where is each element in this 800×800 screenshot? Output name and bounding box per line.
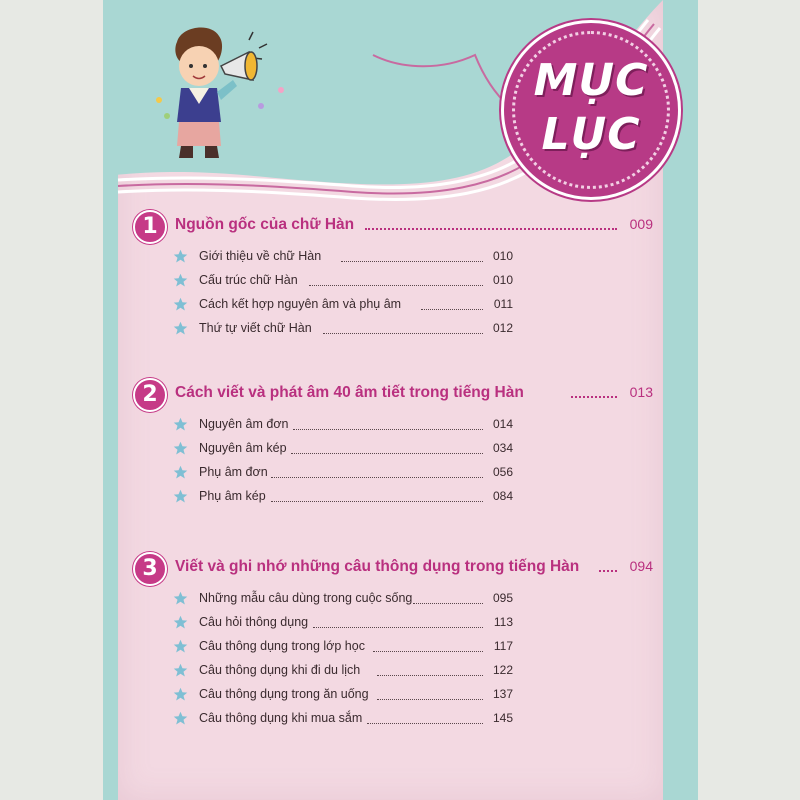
toc-item-page: 010 xyxy=(492,273,513,287)
chapter-page-number: 009 xyxy=(629,216,653,232)
toc-item-label: Phụ âm đơn xyxy=(199,465,268,479)
toc-item-label: Phụ âm kép xyxy=(199,489,266,503)
toc-item[interactable] xyxy=(173,318,513,340)
toc-item-label: Nguyên âm đơn xyxy=(199,417,289,431)
toc-item-label: Cách kết hợp nguyên âm và phụ âm xyxy=(199,297,402,311)
toc-item-page: 117 xyxy=(493,639,513,653)
toc-item-page: 010 xyxy=(492,249,513,263)
dot-leader xyxy=(377,675,483,676)
star-bullet-icon xyxy=(173,273,188,288)
chapter-number-badge: 3 xyxy=(133,552,167,586)
chapter-3 xyxy=(133,552,653,725)
chapter-1 xyxy=(133,210,653,335)
toc-item[interactable] xyxy=(173,708,513,730)
dot-leader xyxy=(271,477,483,478)
dot-leader xyxy=(291,453,483,454)
dot-leader xyxy=(365,228,617,230)
chapter-3-heading[interactable] xyxy=(133,552,653,586)
chapter-2-heading[interactable] xyxy=(133,378,653,412)
toc-item-page: 145 xyxy=(492,711,513,725)
book-page xyxy=(103,0,698,800)
star-bullet-icon xyxy=(173,441,188,456)
dot-leader xyxy=(571,396,617,398)
toc-item-label: Câu thông dụng khi mua sắm xyxy=(199,711,363,725)
star-bullet-icon xyxy=(173,711,188,726)
dot-leader xyxy=(341,261,483,262)
toc-item-page: 034 xyxy=(492,441,513,455)
toc-item[interactable] xyxy=(173,684,513,706)
star-bullet-icon xyxy=(173,639,188,654)
toc-item[interactable] xyxy=(173,462,513,484)
dot-leader xyxy=(413,603,483,604)
boy-with-megaphone-illustration xyxy=(141,18,291,168)
dot-leader xyxy=(323,333,483,334)
toc-item[interactable] xyxy=(173,414,513,436)
star-bullet-icon xyxy=(173,249,188,264)
dot-leader xyxy=(367,723,483,724)
star-bullet-icon xyxy=(173,591,188,606)
dot-leader xyxy=(373,651,483,652)
toc-item[interactable] xyxy=(173,636,513,658)
toc-item[interactable] xyxy=(173,588,513,610)
toc-item[interactable] xyxy=(173,438,513,460)
chapter-page-number: 013 xyxy=(629,384,653,400)
toc-item-label: Nguyên âm kép xyxy=(199,441,287,455)
star-bullet-icon xyxy=(173,297,188,312)
star-bullet-icon xyxy=(173,663,188,678)
toc-item-label: Câu thông dụng trong ăn uống xyxy=(199,687,369,701)
chapter-number-badge: 2 xyxy=(133,378,167,412)
dot-leader xyxy=(271,501,483,502)
title-line-1: MỤC xyxy=(533,55,649,106)
dot-leader xyxy=(377,699,483,700)
dot-leader xyxy=(313,627,483,628)
chapter-number-badge: 1 xyxy=(133,210,167,244)
toc-item[interactable] xyxy=(173,270,513,292)
chapter-2 xyxy=(133,378,653,503)
star-bullet-icon xyxy=(173,489,188,504)
toc-item-label: Câu hỏi thông dụng xyxy=(199,615,309,629)
toc-item-page: 095 xyxy=(492,591,513,605)
table-of-contents-badge xyxy=(501,20,681,200)
toc-item-label: Giới thiệu về chữ Hàn xyxy=(199,249,322,263)
title-line-2: LỤC xyxy=(541,109,641,160)
star-bullet-icon xyxy=(173,465,188,480)
toc-item[interactable] xyxy=(173,294,513,316)
toc-item-label: Cấu trúc chữ Hàn xyxy=(199,273,298,287)
chapter-title: Cách viết và phát âm 40 âm tiết trong tiếng Hàn xyxy=(175,384,524,401)
toc-item-page: 011 xyxy=(493,297,513,311)
toc-item-page: 113 xyxy=(493,615,513,629)
toc-item-label: Thứ tự viết chữ Hàn xyxy=(199,321,312,335)
dot-leader xyxy=(421,309,483,310)
chapter-title: Viết và ghi nhớ những câu thông dụng trong tiếng Hàn xyxy=(175,558,580,575)
toc-item[interactable] xyxy=(173,660,513,682)
toc-item-page: 137 xyxy=(492,687,513,701)
toc-item-label: Những mẫu câu dùng trong cuộc sống xyxy=(199,591,413,605)
dot-leader xyxy=(293,429,483,430)
toc-item-page: 014 xyxy=(492,417,513,431)
toc-item-page: 012 xyxy=(492,321,513,335)
chapter-title: Nguồn gốc của chữ Hàn xyxy=(175,216,355,233)
toc-item[interactable] xyxy=(173,612,513,634)
toc-item-page: 122 xyxy=(492,663,513,677)
star-bullet-icon xyxy=(173,417,188,432)
star-bullet-icon xyxy=(173,687,188,702)
toc-item[interactable] xyxy=(173,486,513,508)
star-bullet-icon xyxy=(173,615,188,630)
toc-item-label: Câu thông dụng trong lớp học xyxy=(199,639,365,653)
dot-leader xyxy=(309,285,483,286)
dot-leader xyxy=(599,570,617,572)
toc-item-page: 084 xyxy=(492,489,513,503)
star-bullet-icon xyxy=(173,321,188,336)
chapter-page-number: 094 xyxy=(629,558,653,574)
toc-item[interactable] xyxy=(173,246,513,268)
chapter-1-heading[interactable] xyxy=(133,210,653,244)
toc-item-page: 056 xyxy=(492,465,513,479)
toc-item-label: Câu thông dụng khi đi du lịch xyxy=(199,663,361,677)
